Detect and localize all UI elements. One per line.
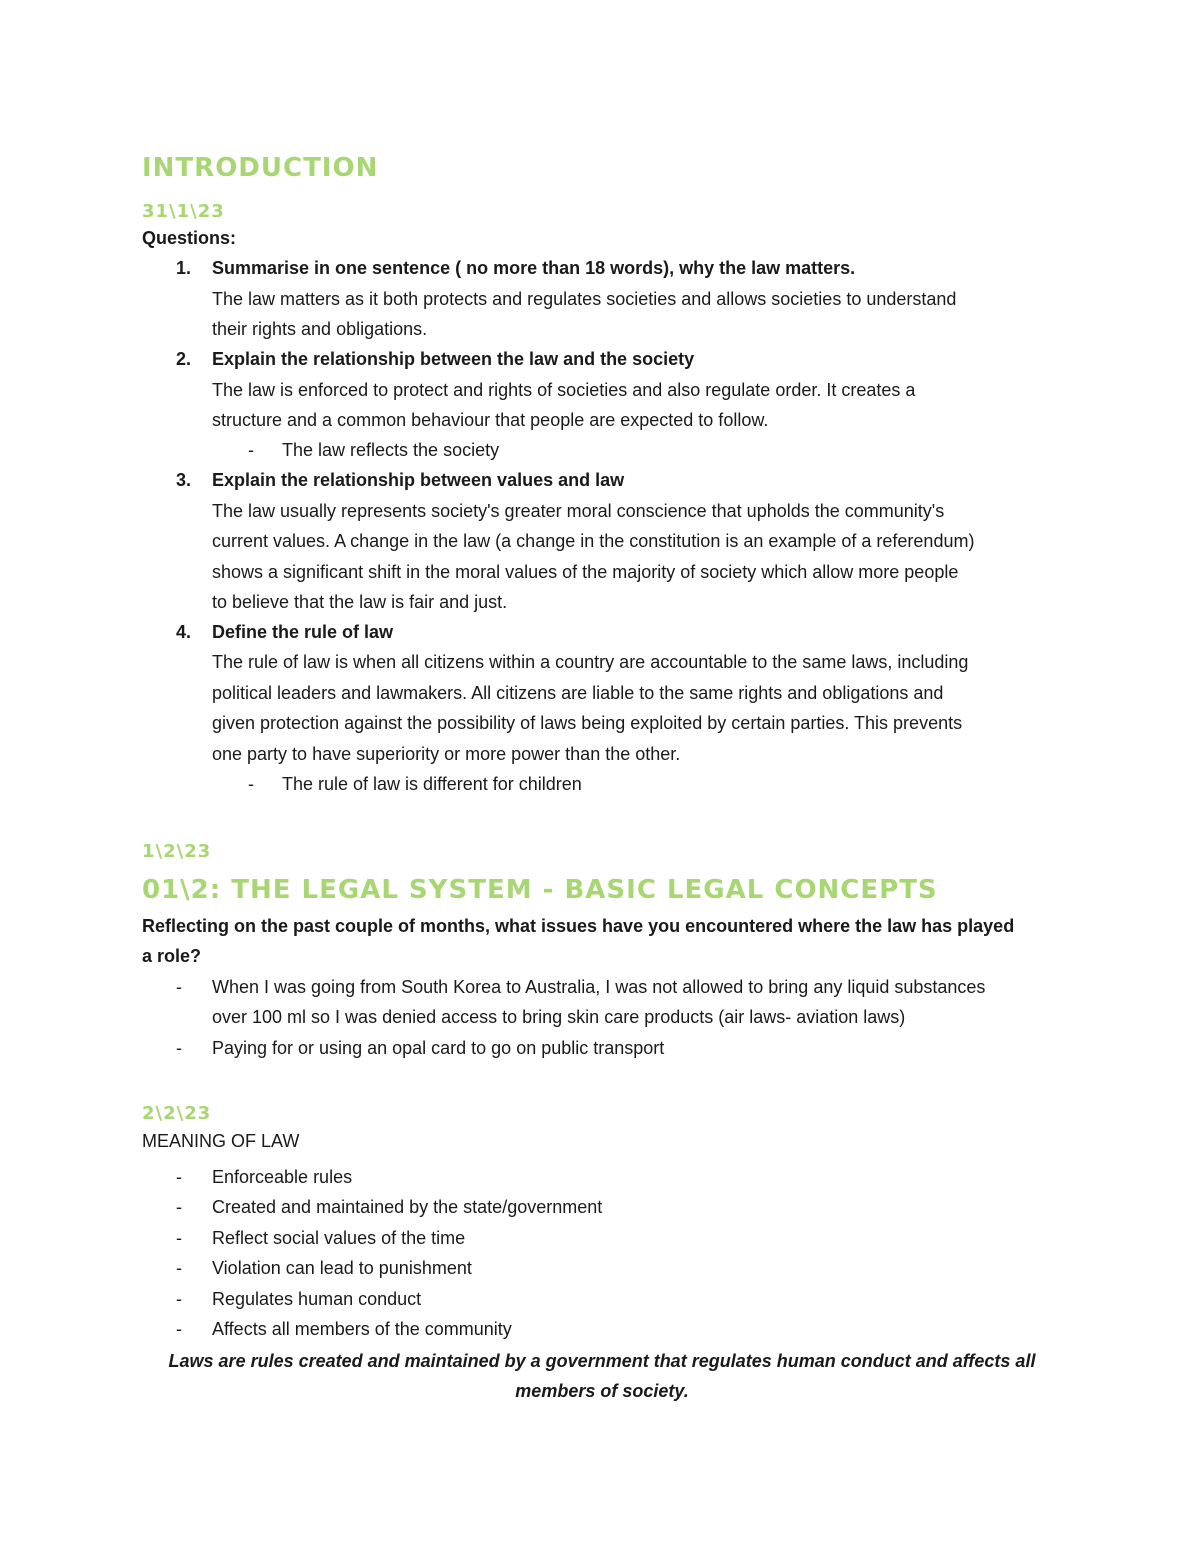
answer-line: their rights and obligations. bbox=[212, 319, 428, 339]
sub-bullet-text: The rule of law is different for children bbox=[282, 774, 582, 794]
bullet-text: Enforceable rules bbox=[212, 1167, 353, 1187]
bullet-text: over 100 ml so I was denied access to bring skin care products (air laws- aviation laws) bbox=[212, 1007, 906, 1027]
meaning-summary: Laws are rules created and maintained by a government that regulates human conduct and affects all members of society. bbox=[168, 1351, 1036, 1401]
bullet-text: Affects all members of the community bbox=[212, 1319, 512, 1339]
question-number: 1. bbox=[176, 258, 192, 278]
dash-bullet: - bbox=[176, 1197, 182, 1217]
bullet-text: Paying for or using an opal card to go on public transport bbox=[212, 1038, 665, 1058]
question-text: Summarise in one sentence ( no more than 18 words), why the law matters. bbox=[212, 258, 856, 278]
bullet-text: When I was going from South Korea to Australia, I was not allowed to bring any liquid substances bbox=[212, 977, 986, 997]
answer-line: one party to have superiority or more power than the other. bbox=[212, 744, 681, 764]
answer-line: given protection against the possibility of laws being exploited by certain parties. This prevents bbox=[212, 713, 963, 733]
bullet-text: Violation can lead to punishment bbox=[212, 1258, 472, 1278]
dash-bullet: - bbox=[176, 977, 182, 997]
dash-bullet: - bbox=[176, 1167, 182, 1187]
question-text: Explain the relationship between the law and the society bbox=[212, 349, 695, 369]
answer-line: political leaders and lawmakers. All citizens are liable to the same rights and obligations and bbox=[212, 683, 944, 703]
questions-label: Questions: bbox=[142, 228, 237, 248]
question-number: 3. bbox=[176, 470, 192, 490]
answer-line: The law usually represents society's greater moral conscience that upholds the community's bbox=[212, 501, 945, 521]
legal-date: 1\2\23 bbox=[142, 841, 212, 862]
dash-bullet: - bbox=[248, 440, 254, 460]
intro-date: 31\1\23 bbox=[142, 201, 225, 222]
legal-prompt-line: a role? bbox=[142, 946, 202, 966]
dash-bullet: - bbox=[176, 1258, 182, 1278]
question-number: 2. bbox=[176, 349, 192, 369]
legal-heading: 01\2: THE LEGAL SYSTEM - BASIC LEGAL CONCEPTS bbox=[142, 875, 938, 905]
legal-prompt-line: Reflecting on the past couple of months, what issues have you encountered where the law has played bbox=[142, 916, 1015, 936]
bullet-text: Reflect social values of the time bbox=[212, 1228, 466, 1248]
dash-bullet: - bbox=[176, 1289, 182, 1309]
dash-bullet: - bbox=[176, 1038, 182, 1058]
bullet-text: Created and maintained by the state/government bbox=[212, 1197, 603, 1217]
meaning-heading: MEANING OF LAW bbox=[142, 1131, 300, 1151]
dash-bullet: - bbox=[248, 774, 254, 794]
answer-line: structure and a common behaviour that people are expected to follow. bbox=[212, 410, 769, 430]
dash-bullet: - bbox=[176, 1228, 182, 1248]
answer-line: shows a significant shift in the moral values of the majority of society which allow more people bbox=[212, 562, 959, 582]
answer-line: to believe that the law is fair and just. bbox=[212, 592, 508, 612]
answer-line: current values. A change in the law (a change in the constitution is an example of a referendum) bbox=[212, 531, 975, 551]
sub-bullet-text: The law reflects the society bbox=[282, 440, 500, 460]
meaning-date: 2\2\23 bbox=[142, 1103, 212, 1124]
answer-line: The law matters as it both protects and regulates societies and allows societies to understand bbox=[212, 289, 957, 309]
answer-line: The rule of law is when all citizens within a country are accountable to the same laws, including bbox=[212, 652, 969, 672]
answer-line: The law is enforced to protect and rights of societies and also regulate order. It creates a bbox=[212, 380, 916, 400]
question-text: Explain the relationship between values and law bbox=[212, 470, 625, 490]
dash-bullet: - bbox=[176, 1319, 182, 1339]
question-number: 4. bbox=[176, 622, 192, 642]
intro-heading: INTRODUCTION bbox=[142, 153, 379, 183]
bullet-text: Regulates human conduct bbox=[212, 1289, 422, 1309]
question-text: Define the rule of law bbox=[212, 622, 394, 642]
